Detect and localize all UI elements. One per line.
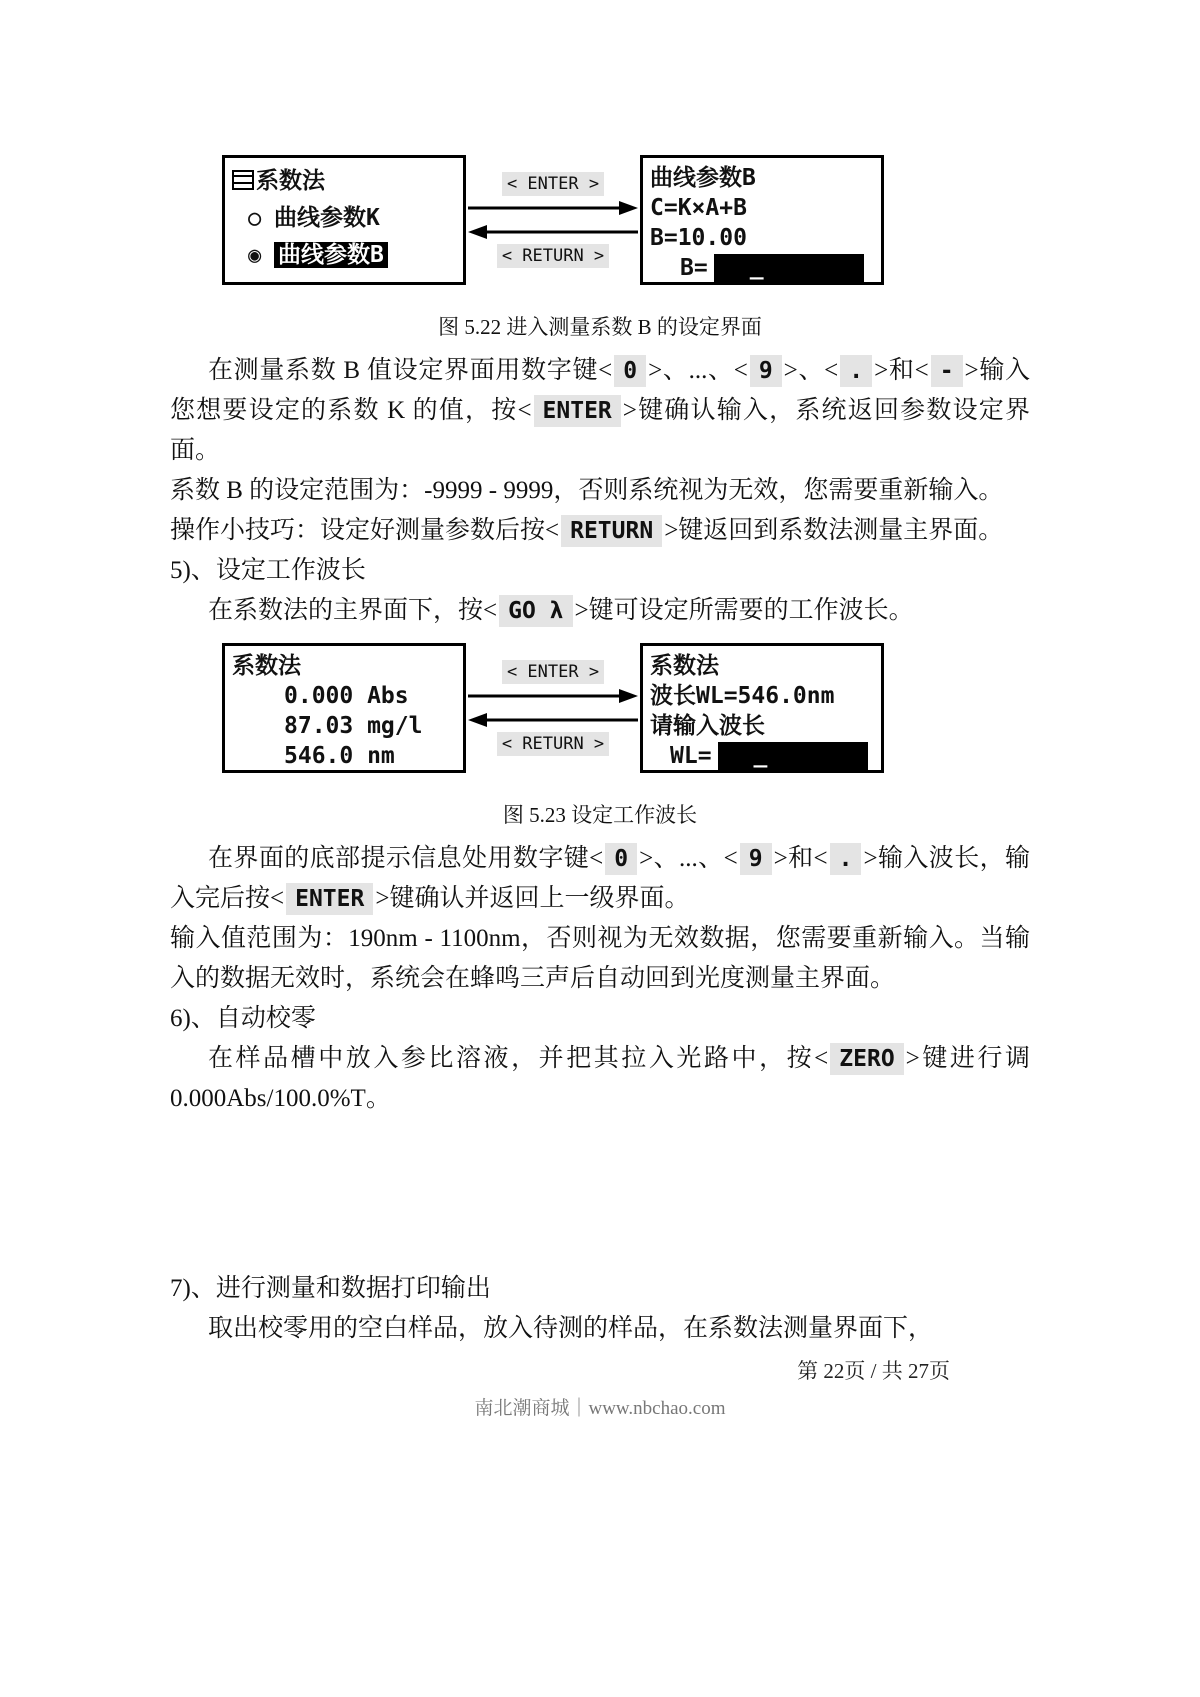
lcd-screen-parameter-b [640, 155, 884, 285]
text-run: >输入波长，输入完后按< [170, 845, 1031, 912]
arrow-left-icon [468, 712, 638, 728]
lcd-line: 87.03 mg/l [284, 713, 423, 739]
option-label-b-selected: 曲线参数B [274, 242, 388, 268]
key-minus: - [931, 355, 963, 387]
heading-step-6: 6)、自动校零 [170, 1005, 316, 1032]
lcd-screen-wavelength-entry [640, 643, 884, 773]
lcd-screen-coefficient-menu [222, 155, 466, 285]
lcd-line: 请输入波长 [650, 713, 765, 739]
text-run: >、< [783, 357, 839, 384]
key-dot: . [830, 843, 862, 875]
text-run: 在系数法的主界面下，按< [208, 597, 498, 624]
text-run: >、...、< [639, 845, 738, 872]
enter-key-label: < ENTER > [502, 172, 604, 196]
figure-5-22 [222, 155, 884, 285]
paragraph-wavelength-input [170, 839, 1030, 919]
key-0: 0 [605, 843, 637, 875]
lcd-input-row [650, 741, 874, 771]
paragraph-measure-print [170, 1309, 1030, 1349]
page-number-indicator: 第 22页 / 共 27页 [797, 1359, 950, 1383]
paragraph-coefficient-b-range [170, 471, 1030, 511]
radio-unselected-icon: ○ [248, 206, 262, 231]
paragraph-set-wavelength-intro [170, 591, 1030, 631]
figure-5-23-caption: 图 5.23 设定工作波长 [502, 803, 698, 827]
radio-selected-icon: ◉ [248, 243, 262, 268]
option-label-k: 曲线参数K [274, 205, 380, 231]
lcd-line: 546.0 nm [284, 743, 395, 769]
arrow-left-icon [468, 224, 638, 240]
text-run: >键进行调 0.000Abs/100.0%T。 [170, 1045, 1030, 1112]
key-enter: ENTER [534, 395, 621, 427]
lcd-line: B=10.00 [650, 225, 747, 251]
text-run: >键返回到系数法测量主界面。 [664, 517, 1004, 544]
key-go-lambda: GO λ [499, 595, 572, 627]
heading-step-5: 5)、设定工作波长 [170, 557, 366, 584]
arrow-right-icon [468, 688, 638, 704]
text-run: >键确认并返回上一级界面。 [375, 885, 690, 912]
paragraph-coefficient-b-input [170, 351, 1030, 471]
paragraph-wavelength-range [170, 919, 1030, 999]
lcd-screen-coefficient-main [222, 643, 466, 773]
paragraph-auto-zero [170, 1039, 1030, 1119]
cursor: _ [749, 254, 764, 280]
lcd-title: 系数法 [256, 168, 325, 194]
key-transition-arrows [466, 172, 640, 268]
text-run: 在测量系数 B 值设定界面用数字键< [208, 357, 613, 384]
radio-option-k [232, 200, 456, 237]
menu-icon [232, 170, 254, 190]
radio-option-b [232, 237, 456, 274]
return-key-label: < RETURN > [497, 244, 609, 268]
key-0: 0 [614, 355, 646, 387]
lcd-line: 曲线参数B [650, 165, 756, 191]
text-run: >和< [874, 357, 929, 384]
lcd-input-row [650, 253, 874, 283]
lcd-title-row [232, 163, 456, 200]
value-input-field [714, 254, 864, 283]
text-run: 在界面的底部提示信息处用数字键< [208, 845, 604, 872]
heading-step-7: 7)、进行测量和数据打印输出 [170, 1275, 491, 1302]
lcd-line: C=K×A+B [650, 195, 747, 221]
figure-5-22-caption: 图 5.22 进入测量系数 B 的设定界面 [438, 315, 762, 339]
paragraph-operation-tip [170, 511, 1030, 551]
text-run: 在样品槽中放入参比溶液，并把其拉入光路中，按< [208, 1045, 829, 1072]
key-dot: . [840, 355, 872, 387]
return-key-label: < RETURN > [497, 732, 609, 756]
text-run: >和< [773, 845, 828, 872]
text-run: 输入值范围为：190nm - 1100nm，否则视为无效数据，您需要重新输入。当输入的数据无效时，系统会在蜂鸣三声后自动回到光度测量主界面。 [170, 925, 1030, 992]
lcd-line: 波长WL=546.0nm [650, 683, 835, 709]
site-watermark: 南北潮商城｜www.nbchao.com [474, 1398, 726, 1419]
text-run: 操作小技巧：设定好测量参数后按< [170, 517, 560, 544]
key-9: 9 [740, 843, 772, 875]
key-enter: ENTER [286, 883, 373, 915]
input-label: WL= [670, 743, 712, 769]
key-9: 9 [750, 355, 782, 387]
figure-5-23 [222, 643, 884, 773]
text-run: >键确认输入，系统返回参数设定界面。 [170, 397, 1030, 464]
cursor: _ [753, 742, 768, 768]
lcd-title: 系数法 [650, 653, 719, 679]
wavelength-input-field [718, 742, 868, 771]
key-return: RETURN [561, 515, 662, 547]
text-run: 取出校零用的空白样品，放入待测的样品，在系数法测量界面下， [208, 1315, 934, 1342]
text-run: >、...、< [648, 357, 748, 384]
arrow-right-icon [468, 200, 638, 216]
input-label: B= [680, 255, 708, 281]
key-transition-arrows [466, 660, 640, 756]
text-run: >键可设定所需要的工作波长。 [574, 597, 914, 624]
lcd-title: 系数法 [232, 653, 301, 679]
lcd-line: 0.000 Abs [284, 683, 409, 709]
key-zero: ZERO [830, 1043, 903, 1075]
text-run: 系数 B 的设定范围为：-9999 - 9999，否则系统视为无效，您需要重新输入。 [170, 477, 1004, 504]
text-run: >输入您想要设定的系数 K 的值，按< [170, 357, 1031, 424]
enter-key-label: < ENTER > [502, 660, 604, 684]
